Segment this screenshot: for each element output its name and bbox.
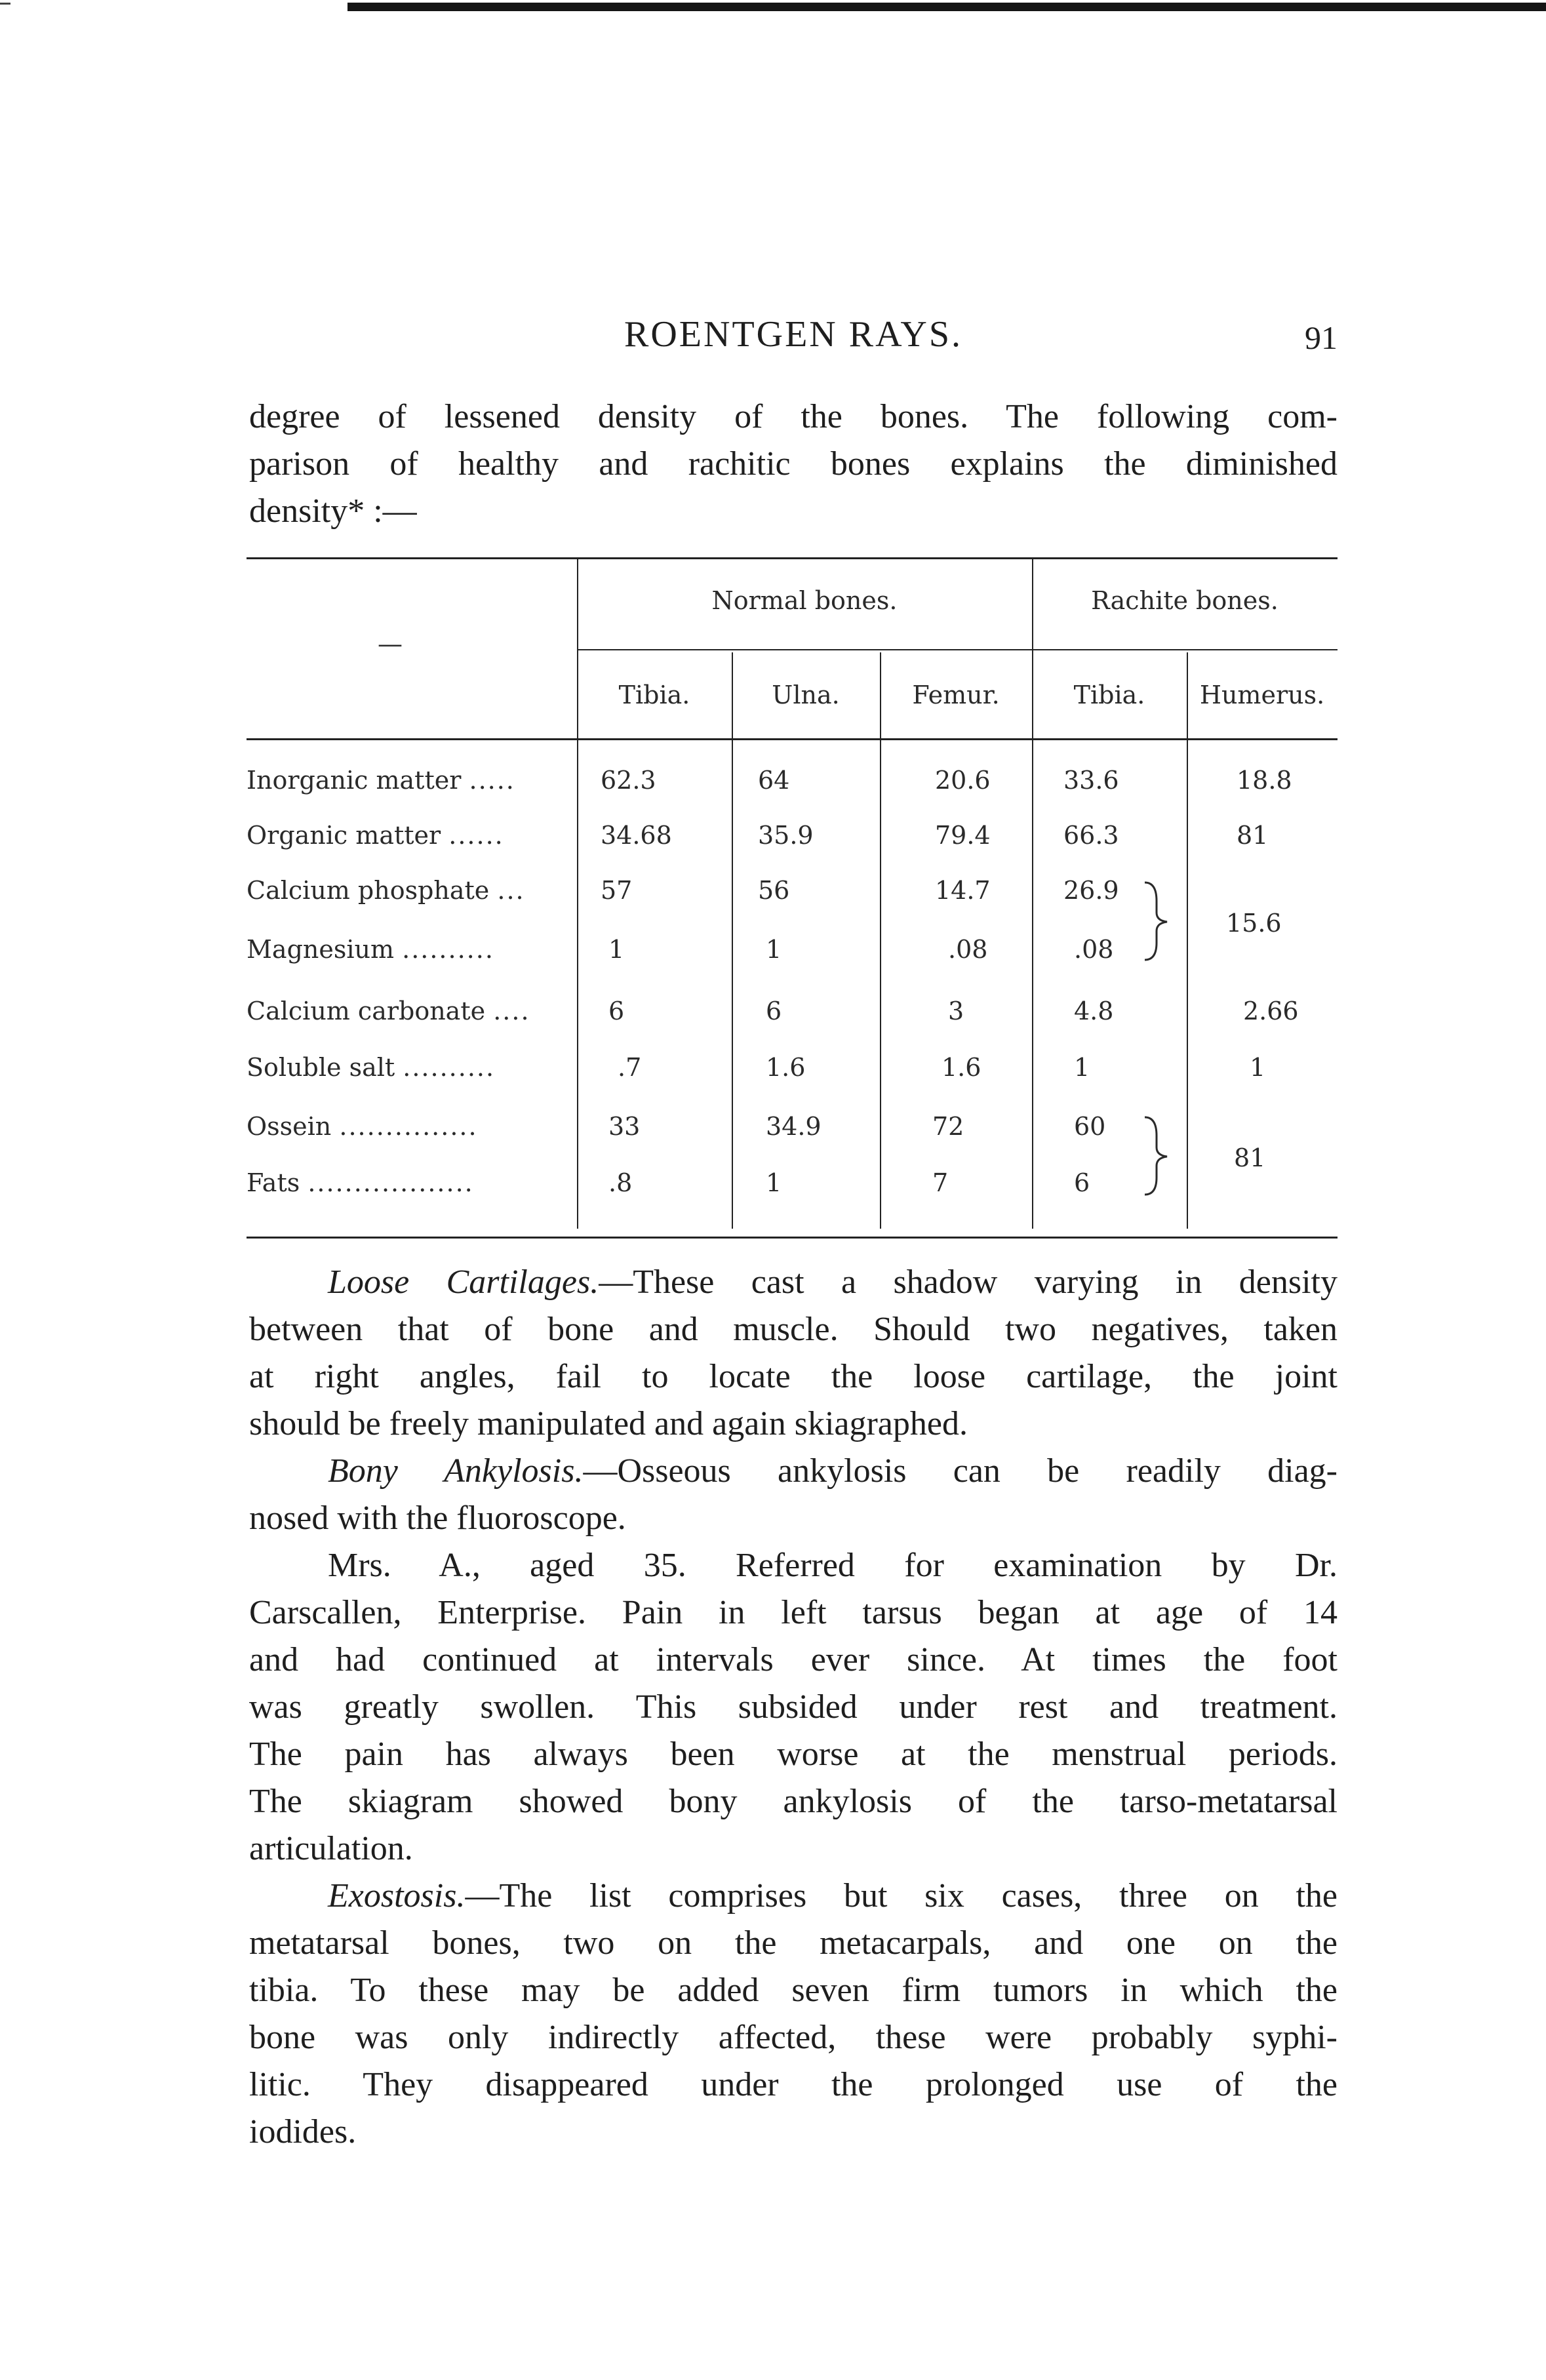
cell: 1 [608,935,625,964]
text-line: Carscallen, Enterprise. Pain in left tarsus began at age of 14 [249,1594,1338,1631]
row-label: Ossein ............... [247,1112,478,1141]
column-rule [577,557,578,1229]
cell: 34.9 [766,1112,822,1141]
cell: 3 [948,997,964,1025]
cell: 1.6 [766,1053,806,1082]
intro-paragraph [249,393,1338,535]
scan-top-edge [347,3,1546,11]
right-brace-icon [1138,875,1178,966]
cell: 18.8 [1237,766,1292,795]
exostosis-paragraph [249,1873,1338,2156]
row-label: Organic matter ...... [247,821,504,850]
column-rule [1032,557,1033,1229]
cell: 4.8 [1074,997,1114,1025]
paragraph-heading: Bony Ankylosis. [328,1452,584,1490]
top-corner-mark [0,3,10,5]
cell: 6 [608,997,625,1025]
cell: 1.6 [941,1053,981,1082]
cell: 79.4 [935,821,991,850]
cell: 6 [1074,1168,1090,1197]
group-header-rachite: Rachite bones. [1091,586,1278,615]
right-brace-icon [1138,1109,1178,1201]
table-bottom-rule [247,1237,1338,1239]
text-line: Bony Ankylosis.—Osseous ankylosis can be readily diag- [328,1452,1338,1490]
cell: 14.7 [935,876,991,905]
row-label: Magnesium .......... [247,935,494,964]
loose-cartilages-paragraph [249,1259,1338,1448]
row-label: Inorganic matter ..... [247,766,515,795]
cell: 1 [766,1168,782,1197]
cell: 20.6 [935,766,991,795]
row-label: Soluble salt .......... [247,1053,496,1082]
bracketed-cell: 15.6 [1226,909,1282,938]
column-rule [732,652,733,1229]
text-line: Mrs. A., aged 35. Referred for examination by Dr. [328,1547,1338,1584]
group-header-normal: Normal bones. [711,586,898,615]
case-report-paragraph [249,1542,1338,1873]
page-number: 91 [1305,319,1338,356]
row-label: Calcium carbonate .... [247,997,530,1025]
cell: 34.68 [601,821,672,850]
cell: 62.3 [601,766,656,795]
table-top-rule [247,557,1338,559]
text-line: and had continued at intervals ever since. At times the foot [249,1641,1338,1678]
stub-header: — [378,629,403,658]
cell: 1 [1250,1053,1266,1082]
cell: 33.6 [1063,766,1119,795]
row-label: Calcium phosphate ... [247,876,525,905]
cell: 56 [758,876,790,905]
text-line: parison of healthy and rachitic bones explains the diminished [249,445,1338,483]
cell: 72 [932,1112,964,1141]
cell: .08 [1074,935,1114,964]
row-label: Fats .................. [247,1168,474,1197]
cell: 35.9 [758,821,814,850]
cell: 81 [1237,821,1269,850]
text-line: nosed with the fluoroscope. [249,1499,626,1537]
text-line: degree of lessened density of the bones. The following com- [249,398,1338,435]
cell: 1 [766,935,782,964]
bone-composition-table [247,557,1338,1239]
paragraph-heading: Loose Cartilages. [328,1263,599,1301]
column-header: Tibia. [1073,681,1145,709]
cell: 33 [608,1112,641,1141]
text-line: metatarsal bones, two on the metacarpals, and one on the [249,1924,1338,1962]
group-rule [577,649,1338,650]
cell: 6 [766,997,782,1025]
cell: 2.66 [1243,997,1299,1025]
paragraph-heading: Exostosis. [328,1877,466,1914]
cell: .08 [948,935,988,964]
cell: 1 [1074,1053,1090,1082]
column-header: Femur. [912,681,1000,709]
text-line: should be freely manipulated and again skiagraphed. [249,1405,968,1442]
text-line: iodides. [249,2113,357,2151]
text-line: tibia. To these may be added seven firm tumors in which the [249,1972,1338,2009]
cell: 26.9 [1063,876,1119,905]
cell: .7 [618,1053,642,1082]
text-line: density* :— [249,492,417,530]
running-title: ROENTGEN RAYS. [624,314,962,355]
text-line: The skiagram showed bony ankylosis of the tarso-metatarsal [249,1783,1338,1820]
cell: 64 [758,766,790,795]
column-header: Ulna. [772,681,840,709]
text-line: at right angles, fail to locate the loose cartilage, the joint [249,1358,1338,1395]
column-header: Tibia. [618,681,690,709]
column-rule [880,652,881,1229]
running-head [249,313,1338,359]
header-bottom-rule [247,738,1338,740]
text-line: was greatly swollen. This subsided under rest and treatment. [249,1688,1338,1726]
bracketed-cell: 81 [1234,1143,1266,1172]
cell: 60 [1074,1112,1106,1141]
cell: 57 [601,876,633,905]
text-line: The pain has always been worse at the menstrual periods. [249,1735,1338,1773]
cell: .8 [608,1168,633,1197]
bony-ankylosis-paragraph [249,1448,1338,1542]
text-line: bone was only indirectly affected, these were probably syphi- [249,2019,1338,2056]
column-header: Humerus. [1199,681,1325,709]
cell: 66.3 [1063,821,1119,850]
text-line: litic. They disappeared under the prolonged use of the [249,2066,1338,2103]
cell: 7 [932,1168,949,1197]
text-line: between that of bone and muscle. Should two negatives, taken [249,1311,1338,1348]
text-line: Loose Cartilages.—These cast a shadow varying in density [328,1263,1338,1301]
text-line: Exostosis.—The list comprises but six cases, three on the [328,1877,1338,1914]
column-rule [1187,652,1188,1229]
text-line: articulation. [249,1830,413,1867]
